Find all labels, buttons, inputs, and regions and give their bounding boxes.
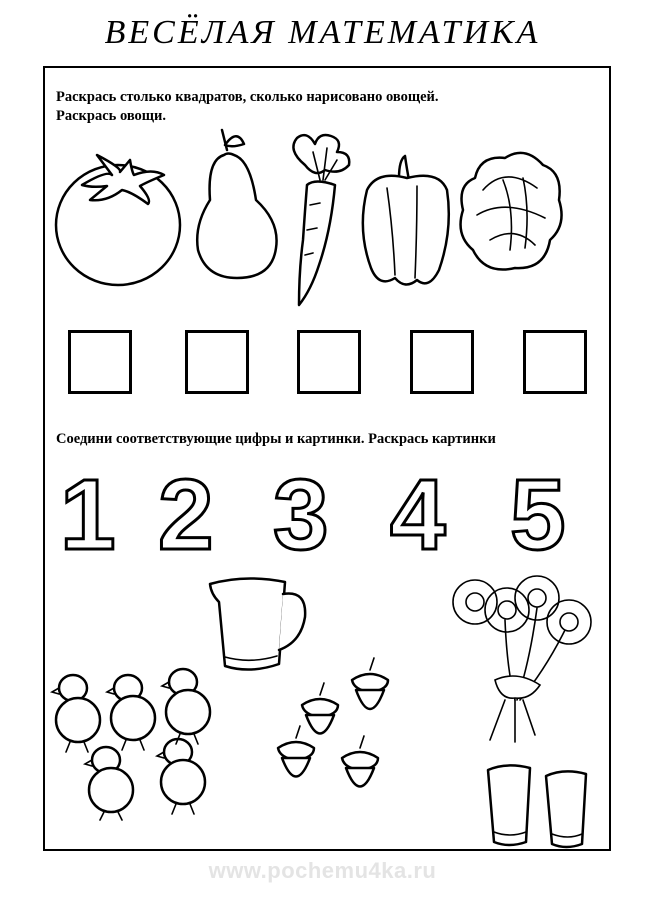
pepper-icon [357,130,452,295]
pear-icon [192,130,282,290]
task1-instructions [56,88,439,126]
page-title: ВЕСЁЛАЯ МАТЕМАТИКА [104,14,541,51]
digit-1: 1 [60,459,116,571]
flowers-icon [445,570,600,745]
digit-5: 5 [510,459,566,571]
chicks-icon [48,660,228,825]
task1-line2: Раскрась овощи. [56,108,167,124]
count-square-1[interactable] [68,330,132,394]
task2-instructions: Соедини соответствующие цифры и картинки. Раскрась картинки [56,431,496,447]
glasses-icon [482,762,592,847]
task1-line1: Раскрась столько квадратов, сколько нарисовано овощей. [56,89,439,105]
digit-row [55,459,595,571]
digit-4: 4 [390,459,446,571]
digit-2: 2 [158,459,214,571]
tomato-icon [52,130,192,290]
count-square-5[interactable] [523,330,587,394]
cabbage-icon [455,130,565,280]
carrot-icon [285,130,360,310]
count-squares [68,330,558,400]
acorns-icon [270,650,405,800]
count-square-4[interactable] [410,330,474,394]
count-square-2[interactable] [185,330,249,394]
footer-url[interactable]: www.pochemu4ka.ru [208,858,437,883]
count-square-3[interactable] [297,330,361,394]
digit-3: 3 [273,459,329,571]
